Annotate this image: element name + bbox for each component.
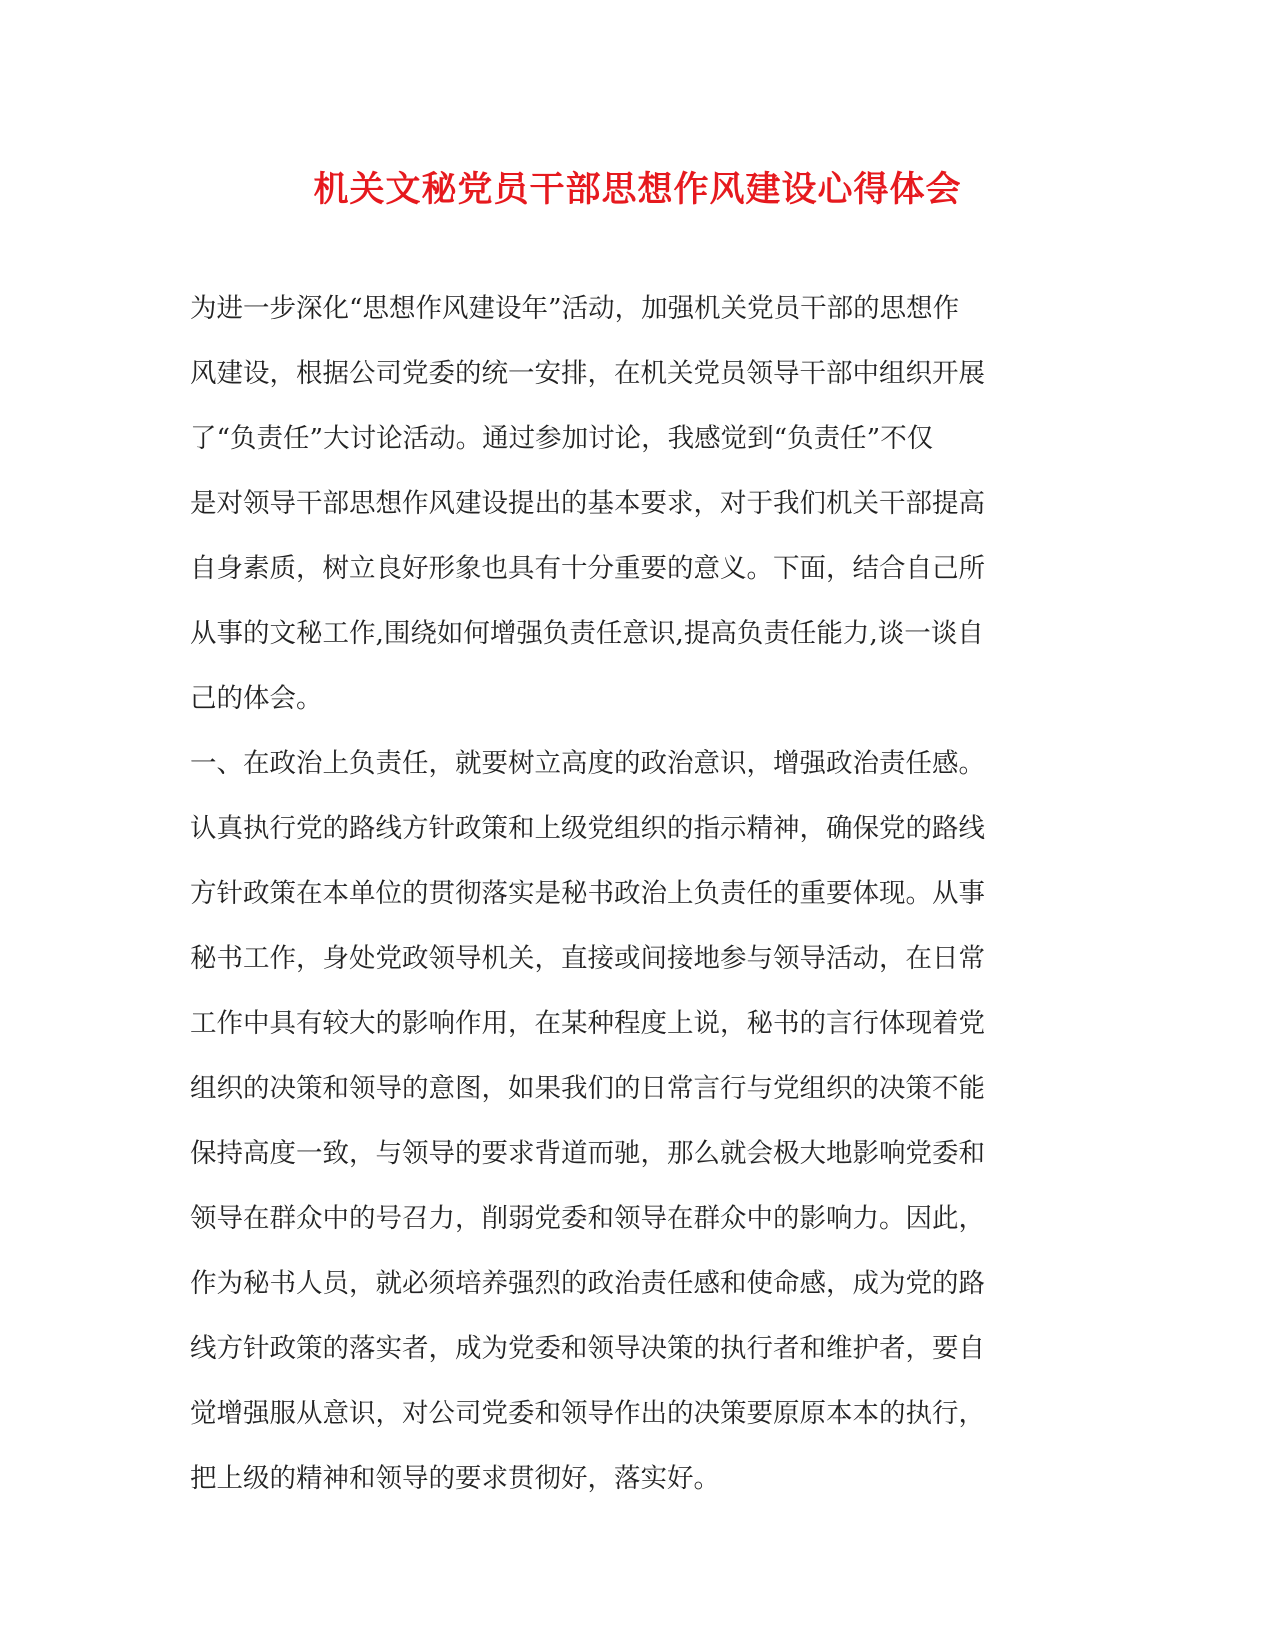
body-line: 是对领导干部思想作风建设提出的基本要求，对于我们机关干部提高 xyxy=(190,488,985,519)
body-line: 觉增强服从意识，对公司党委和领导作出的决策要原原本本的执行， xyxy=(190,1398,985,1429)
body-line: 从事的文秘工作,围绕如何增强负责任意识,提高负责任能力,谈一谈自 xyxy=(190,618,984,649)
body-line: 秘书工作，身处党政领导机关，直接或间接地参与领导活动，在日常 xyxy=(190,943,985,974)
body-line: 风建设，根据公司党委的统一安排，在机关党员领导干部中组织开展 xyxy=(190,358,985,389)
body-line: 己的体会。 xyxy=(190,683,323,714)
body-line: 自身素质，树立良好形象也具有十分重要的意义。下面，结合自己所 xyxy=(190,553,985,584)
body-line: 为进一步深化“思想作风建设年”活动，加强机关党员干部的思想作 xyxy=(190,293,960,324)
body-line: 了“负责任”大讨论活动。通过参加讨论，我感觉到“负责任”不仅 xyxy=(190,423,934,454)
body-line: 认真执行党的路线方针政策和上级党组织的指示精神，确保党的路线 xyxy=(190,813,985,844)
body-line: 组织的决策和领导的意图，如果我们的日常言行与党组织的决策不能 xyxy=(190,1073,985,1104)
section-heading-1: 一、在政治上负责任，就要树立高度的政治意识，增强政治责任感。 xyxy=(190,748,985,779)
body-line: 方针政策在本单位的贯彻落实是秘书政治上负责任的重要体现。从事 xyxy=(190,878,985,909)
body-line: 领导在群众中的号召力，削弱党委和领导在群众中的影响力。因此， xyxy=(190,1203,985,1234)
body-line: 工作中具有较大的影响作用，在某种程度上说，秘书的言行体现着党 xyxy=(190,1008,985,1039)
body-line: 保持高度一致，与领导的要求背道而驰，那么就会极大地影响党委和 xyxy=(190,1138,985,1169)
body-line: 把上级的精神和领导的要求贯彻好，落实好。 xyxy=(190,1463,720,1494)
document-body xyxy=(190,276,1080,1511)
body-line: 线方针政策的落实者，成为党委和领导决策的执行者和维护者，要自 xyxy=(190,1333,985,1364)
document-title: 机关文秘党员干部思想作风建设心得体会 xyxy=(313,169,962,210)
body-line: 作为秘书人员，就必须培养强烈的政治责任感和使命感，成为党的路 xyxy=(190,1268,985,1299)
